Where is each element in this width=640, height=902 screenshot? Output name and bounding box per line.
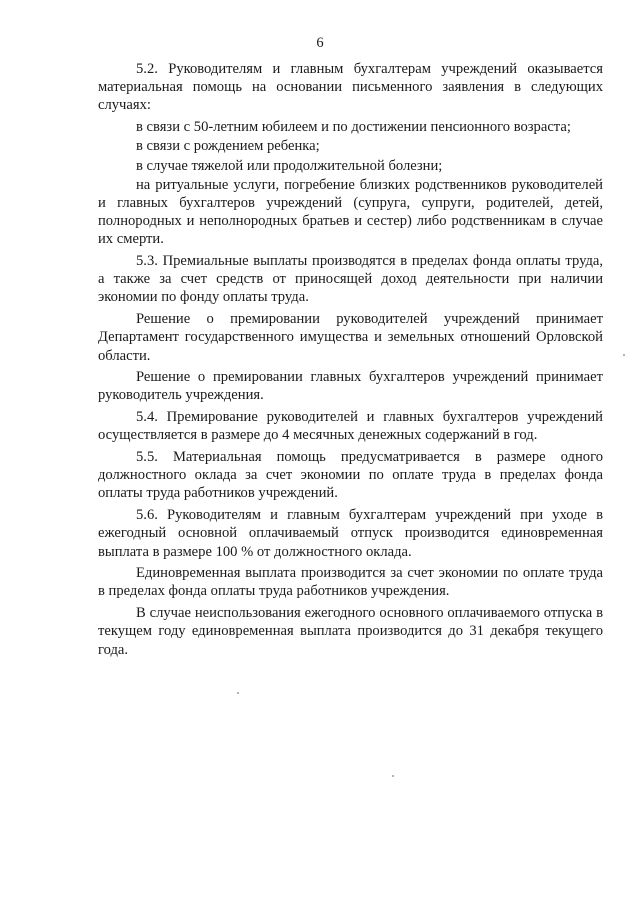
document-body — [98, 60, 603, 662]
clause-5-2-case-illness: в случае тяжелой или продолжительной болезни; — [136, 157, 443, 174]
clause-5-3: 5.3. Премиальные выплаты производятся в пределах фонда оплаты труда, а также за счет средств от приносящей доход деятельности при наличии экономии по фонду оплаты труда. — [98, 253, 603, 306]
clause-5-6: 5.6. Руководителям и главным бухгалтерам учреждений при уходе в ежегодный основной оплачиваемый отпуск производится единовременная выплата в размере 100 % от должностного оклада. — [98, 507, 603, 560]
scan-speck — [392, 775, 394, 777]
clause-5-2-case-funeral: на ритуальные услуги, погребение близких родственников руководителей и главных бухгалтеров учреждений (супруга, супруги, родителей, детей, полнородных и неполнородных братьев и сестер) либо родственникам в случае их смерти. — [98, 176, 603, 248]
clause-5-2-case-jubilee: в связи с 50-летним юбилеем и по достижении пенсионного возраста; — [136, 119, 571, 136]
clause-5-3-director-bonus-decision: Решение о премировании руководителей учреждений принимает Департамент государственного имущества и земельных отношений Орловской области. — [98, 311, 603, 364]
clause-5-5: 5.5. Материальная помощь предусматривается в размере одного должностного оклада за счет экономии по оплате труда в пределах фонда оплаты труда работников учреждений. — [98, 449, 603, 502]
page-number: 6 — [316, 35, 324, 51]
clause-5-2-case-childbirth: в связи с рождением ребенка; — [136, 138, 320, 155]
scan-speck — [237, 692, 239, 694]
clause-5-4: 5.4. Премирование руководителей и главных бухгалтеров учреждений осуществляется в размере до 4 месячных денежных содержаний в год. — [98, 409, 603, 444]
clause-5-6-unused-leave: В случае неиспользования ежегодного основного оплачиваемого отпуска в текущем году единовременная выплата производится до 31 декабря текущего года. — [98, 605, 603, 658]
scan-speck — [623, 354, 625, 356]
clause-5-6-payment-source: Единовременная выплата производится за счет экономии по оплате труда в пределах фонда оплаты труда работников учреждения. — [98, 565, 603, 600]
clause-5-2-intro: 5.2. Руководителям и главным бухгалтерам учреждений оказывается материальная помощь на основании письменного заявления в следующих случаях: — [98, 61, 603, 114]
clause-5-3-accountant-bonus-decision: Решение о премировании главных бухгалтеров учреждений принимает руководитель учреждения. — [98, 369, 603, 404]
